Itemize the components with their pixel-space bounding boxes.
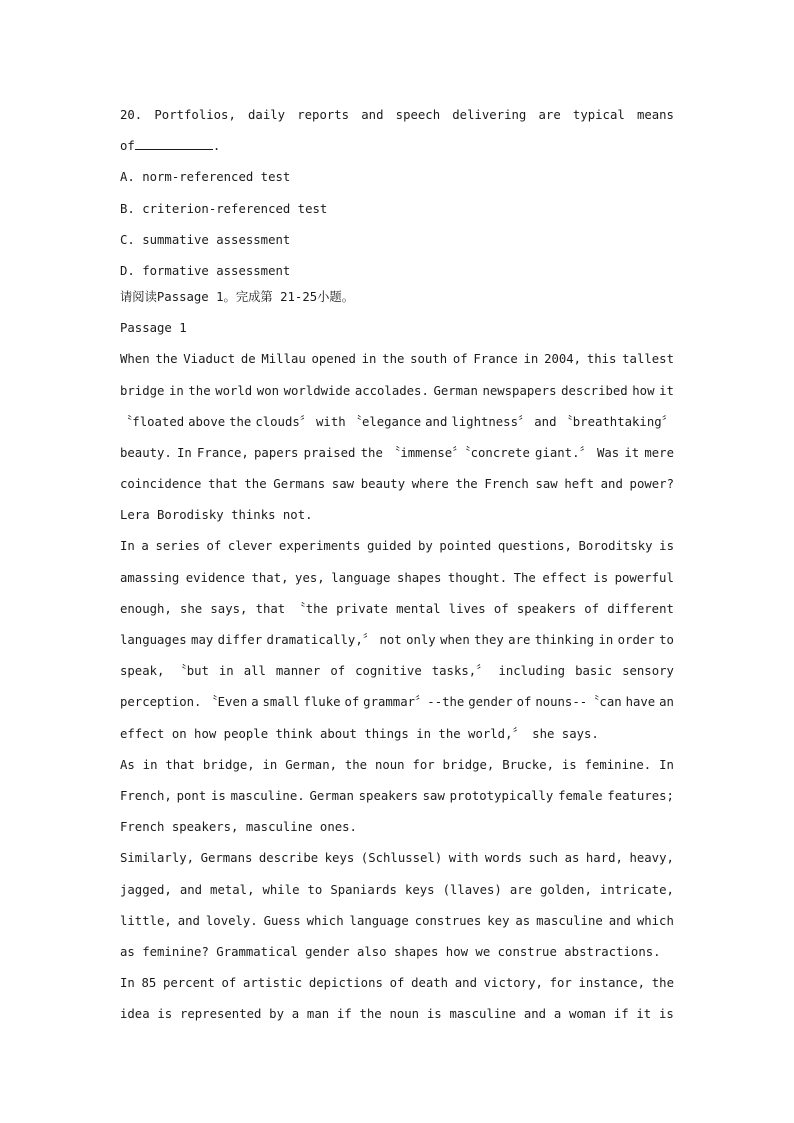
passage-word: where bbox=[411, 477, 449, 492]
passage-word: 〝the bbox=[293, 601, 328, 616]
passage-word: tasks,〞 bbox=[431, 664, 489, 679]
option-d: D. formative assessment bbox=[120, 263, 291, 278]
passage-word: to bbox=[659, 633, 674, 647]
passage-word: that bbox=[208, 477, 238, 492]
passage-line bbox=[120, 348, 674, 379]
passage-word: in bbox=[169, 383, 184, 398]
passage-word: jagged, bbox=[120, 882, 172, 897]
passage-word: as bbox=[120, 944, 135, 959]
passage-word: In bbox=[120, 539, 135, 554]
passage-word: 〝breathtaking〞 bbox=[560, 414, 674, 429]
passage-word: language bbox=[349, 913, 409, 928]
passage-word: beauty. bbox=[120, 445, 172, 460]
passage-word: In bbox=[659, 757, 674, 772]
passage-word: a bbox=[251, 695, 259, 710]
passage-word: languages bbox=[120, 633, 187, 647]
passage-word: powerful bbox=[614, 570, 674, 585]
passage-word: and bbox=[608, 913, 631, 928]
passage-word: an bbox=[659, 695, 674, 710]
passage-word: 2004, bbox=[544, 352, 582, 367]
passage-line bbox=[120, 910, 674, 941]
passage-word: for bbox=[549, 976, 572, 991]
passage-word: Germans bbox=[200, 851, 253, 866]
passage-word: that bbox=[165, 757, 195, 772]
passage-word: percent bbox=[162, 976, 215, 991]
passage-word: thinks bbox=[231, 508, 276, 523]
passage-word: not bbox=[379, 633, 402, 647]
passage-word: papers bbox=[254, 445, 299, 460]
passage-word: of bbox=[452, 352, 468, 367]
passage-word: different bbox=[607, 601, 674, 616]
passage-word: thinking bbox=[534, 633, 595, 647]
passage-word: clouds〞 bbox=[255, 414, 313, 429]
passage-word: is bbox=[157, 1007, 173, 1022]
passage-word: abstractions. bbox=[564, 944, 661, 959]
passage-word: Grammatical bbox=[216, 944, 298, 959]
passage-word: as bbox=[515, 913, 531, 928]
passage-word: masculine. bbox=[230, 788, 305, 803]
passage-word: in bbox=[262, 757, 278, 772]
passage-word: Similarly, bbox=[120, 851, 195, 866]
option-a: A. norm-referenced test bbox=[120, 170, 291, 185]
passage-word: and bbox=[179, 882, 203, 897]
passage-word: keys bbox=[404, 882, 435, 897]
passage-word: opened bbox=[311, 352, 356, 367]
passage-word: death bbox=[411, 976, 449, 991]
passage-word: small bbox=[262, 695, 300, 710]
passage-line bbox=[120, 380, 674, 411]
passage-word: all bbox=[243, 664, 266, 679]
passage-word: feminine. bbox=[584, 757, 652, 772]
stem-end-prefix: of bbox=[120, 139, 135, 154]
passage-line bbox=[120, 598, 674, 629]
passage-word: is bbox=[593, 570, 609, 585]
passage-word: is bbox=[426, 1007, 442, 1022]
passage-word: speakers, bbox=[171, 820, 239, 835]
passage-word: ones. bbox=[319, 820, 357, 835]
passage-line bbox=[120, 535, 674, 566]
passage-word: 85 bbox=[141, 976, 157, 991]
passage-word: accolades. bbox=[354, 383, 429, 398]
passage-word: amassing bbox=[120, 570, 180, 585]
passage-word: she bbox=[180, 601, 203, 616]
passage-word: mere bbox=[644, 445, 674, 460]
passage-word: Borodisky bbox=[157, 508, 224, 523]
stem-word: typical bbox=[572, 108, 625, 122]
passage-word: including bbox=[498, 664, 566, 679]
passage-line bbox=[120, 442, 674, 473]
passage-word: tallest bbox=[622, 352, 674, 367]
passage-line bbox=[120, 473, 674, 504]
passage-line bbox=[120, 660, 674, 691]
passage-word: how bbox=[194, 726, 217, 741]
passage-word: on bbox=[171, 726, 187, 741]
passage-word: of bbox=[389, 976, 405, 991]
passage-word: guided bbox=[366, 539, 412, 554]
passage-word: which bbox=[306, 913, 344, 928]
passage-word: such bbox=[528, 851, 559, 866]
document-page bbox=[120, 104, 674, 1034]
passage-word: the bbox=[155, 352, 178, 367]
passage-line bbox=[120, 972, 674, 1003]
stem-word: speech bbox=[395, 108, 441, 122]
passage-word: says, bbox=[210, 601, 248, 616]
passage-word: when bbox=[440, 633, 470, 647]
passage-word: have bbox=[625, 695, 656, 710]
passage-line bbox=[120, 847, 674, 878]
passage-word: the bbox=[188, 383, 211, 398]
passage-word: gender bbox=[305, 944, 350, 959]
passage-word: the bbox=[359, 1007, 382, 1022]
passage-word: German, bbox=[285, 757, 338, 772]
passage-word: which bbox=[636, 913, 674, 928]
passage-line bbox=[120, 879, 674, 910]
passage-word: may bbox=[191, 633, 214, 647]
passage-word: female bbox=[558, 788, 603, 803]
passage-word: feminine? bbox=[142, 944, 209, 959]
passage-word: victory, bbox=[483, 976, 543, 991]
stem-word: Portfolios, bbox=[154, 108, 236, 122]
passage-word: this bbox=[586, 352, 617, 367]
passage-word: speakers bbox=[516, 601, 577, 616]
passage-word: in bbox=[361, 352, 377, 367]
option-c: C. summative assessment bbox=[120, 232, 291, 247]
passage-word: Guess bbox=[263, 913, 301, 928]
passage-word: the bbox=[382, 352, 405, 367]
passage-word: of bbox=[344, 695, 360, 710]
passage-word: German bbox=[309, 788, 354, 803]
passage-word: the bbox=[651, 976, 674, 991]
passage-word: and bbox=[454, 976, 477, 991]
passage-word: also bbox=[356, 944, 387, 959]
option-b: B. criterion-referenced test bbox=[120, 201, 328, 216]
passage-word: hard, bbox=[585, 851, 623, 866]
passage-word: As bbox=[120, 757, 135, 772]
passage-word: newspapers bbox=[482, 383, 557, 398]
passage-word: 〝floated bbox=[120, 414, 185, 429]
passage-line bbox=[120, 567, 674, 598]
passage-word: power? bbox=[629, 477, 674, 492]
passage-body bbox=[120, 348, 674, 1034]
passage-word: nouns--〝can bbox=[535, 695, 622, 710]
passage-word: pointed bbox=[439, 539, 492, 554]
passage-word: masculine bbox=[536, 913, 603, 928]
passage-word: speakers bbox=[358, 788, 418, 803]
passage-word: French bbox=[484, 477, 529, 492]
passage-word: France bbox=[473, 352, 518, 367]
passage-word: a bbox=[553, 1007, 562, 1022]
passage-word: (llaves) bbox=[442, 882, 502, 897]
passage-line bbox=[120, 504, 674, 535]
passage-word: idea bbox=[120, 1007, 150, 1022]
passage-word: of bbox=[221, 976, 237, 991]
passage-word: French bbox=[120, 820, 165, 835]
passage-word: order bbox=[617, 633, 655, 647]
passage-word: When bbox=[120, 352, 150, 367]
passage-word: depictions bbox=[308, 976, 383, 991]
passage-word: describe bbox=[258, 851, 319, 866]
passage-word: and bbox=[523, 1007, 547, 1022]
passage-word: pont bbox=[176, 788, 207, 803]
passage-word: while bbox=[262, 882, 300, 897]
passage-word: metal, bbox=[210, 882, 255, 897]
passage-word: heavy, bbox=[629, 851, 674, 866]
passage-line bbox=[120, 754, 674, 785]
passage-word: Viaduct bbox=[183, 352, 236, 367]
passage-word: noun bbox=[389, 1007, 420, 1022]
passage-line bbox=[120, 629, 674, 660]
passage-word: think bbox=[275, 726, 313, 741]
passage-word: language bbox=[331, 570, 391, 585]
passage-word: with bbox=[316, 414, 346, 429]
passage-word: features; bbox=[607, 788, 674, 803]
passage-word: of bbox=[330, 664, 346, 679]
passage-word: sensory bbox=[622, 664, 674, 679]
passage-word: noun bbox=[374, 757, 405, 772]
passage-word: private bbox=[336, 601, 388, 616]
passage-word: above bbox=[188, 414, 226, 429]
passage-word: of bbox=[584, 601, 600, 616]
passage-word: construes bbox=[414, 913, 482, 928]
passage-word: little, bbox=[120, 913, 172, 928]
passage-word: with bbox=[448, 851, 479, 866]
passage-word: Lera bbox=[120, 508, 150, 523]
passage-word: coincidence bbox=[120, 477, 202, 492]
passage-line bbox=[120, 411, 674, 442]
passage-word: we bbox=[475, 944, 491, 959]
passage-word: if bbox=[336, 1007, 352, 1022]
passage-word: how bbox=[445, 944, 469, 959]
passage-word: how bbox=[632, 383, 655, 398]
passage-word: woman bbox=[569, 1007, 607, 1022]
passage-word: (Schlussel) bbox=[360, 851, 443, 866]
passage-word: are bbox=[508, 633, 531, 647]
passage-line bbox=[120, 941, 674, 972]
stem-word: and bbox=[361, 108, 384, 122]
passage-line bbox=[120, 785, 674, 816]
question-20-stem-end bbox=[120, 135, 674, 166]
passage-word: bridge, bbox=[442, 757, 495, 772]
passage-word: Was bbox=[596, 445, 620, 460]
passage-word: a bbox=[291, 1007, 300, 1022]
passage-word: mental bbox=[396, 601, 441, 616]
passage-word: that, bbox=[251, 570, 289, 585]
passage-word: grammar〞--the bbox=[363, 695, 465, 710]
passage-word: heft bbox=[564, 477, 594, 492]
passage-word: cognitive bbox=[355, 664, 422, 679]
passage-word: artistic bbox=[242, 976, 303, 991]
passage-word: fluke bbox=[303, 695, 341, 710]
passage-word: questions, bbox=[497, 539, 572, 554]
passage-word: prototypically bbox=[449, 788, 554, 803]
passage-word: saw bbox=[331, 477, 355, 492]
passage-word: perception. bbox=[120, 695, 202, 710]
passage-word: of bbox=[206, 539, 222, 554]
passage-word: giant.〞 bbox=[535, 445, 592, 460]
passage-word: Boroditsky bbox=[578, 539, 653, 554]
passage-word: is bbox=[659, 539, 674, 554]
passage-word: only bbox=[406, 633, 436, 647]
passage-word: intricate, bbox=[599, 882, 674, 897]
passage-word: of bbox=[516, 695, 532, 710]
passage-word: German bbox=[433, 383, 478, 398]
passage-word: bridge bbox=[120, 383, 165, 398]
passage-word: in bbox=[416, 726, 432, 741]
passage-word: if bbox=[613, 1007, 629, 1022]
passage-line bbox=[120, 1003, 674, 1034]
passage-word: and bbox=[600, 477, 623, 492]
stem-word: means bbox=[636, 108, 674, 122]
passage-word: speak, bbox=[120, 664, 165, 679]
passage-word: the bbox=[455, 477, 478, 492]
passage-word: in bbox=[218, 664, 234, 679]
passage-word: words bbox=[484, 851, 522, 866]
passage-word: man bbox=[306, 1007, 330, 1022]
passage-word: in bbox=[598, 633, 614, 647]
passage-word: for bbox=[412, 757, 435, 772]
passage-word: The bbox=[513, 570, 536, 585]
passage-word: they bbox=[474, 633, 504, 647]
question-20-stem bbox=[120, 104, 674, 135]
passage-word: effect bbox=[120, 726, 165, 741]
passage-word: In bbox=[120, 976, 135, 991]
passage-word: 〝but bbox=[174, 664, 209, 679]
passage-word: she bbox=[532, 726, 555, 741]
passage-word: south bbox=[410, 352, 448, 367]
passage-word: is bbox=[658, 1007, 674, 1022]
passage-title: Passage 1 bbox=[120, 321, 187, 336]
passage-word: de bbox=[240, 352, 256, 367]
passage-word: masculine bbox=[449, 1007, 517, 1022]
passage-word: experiments bbox=[278, 539, 361, 554]
passage-word: Millau bbox=[261, 352, 306, 367]
passage-word: lovely. bbox=[205, 913, 258, 928]
passage-word: lives bbox=[448, 601, 486, 616]
passage-word: world,〞 bbox=[468, 726, 525, 741]
passage-word: is bbox=[211, 788, 226, 803]
passage-word: series bbox=[155, 539, 200, 554]
passage-word: a bbox=[141, 539, 149, 554]
passage-word: praised bbox=[303, 445, 356, 460]
stem-word: daily bbox=[248, 108, 286, 122]
passage-word: and bbox=[177, 913, 200, 928]
passage-word: it bbox=[624, 445, 640, 460]
passage-word: shapes bbox=[393, 944, 439, 959]
passage-word: beauty bbox=[360, 477, 406, 492]
passage-word: construe bbox=[497, 944, 557, 959]
passage-word: gender bbox=[468, 695, 513, 710]
passage-word: and bbox=[425, 414, 448, 429]
passage-line bbox=[120, 691, 674, 722]
passage-word: lightness〞 bbox=[451, 414, 531, 429]
passage-word: evidence bbox=[185, 570, 245, 585]
passage-word: masculine bbox=[245, 820, 313, 835]
passage-word: is bbox=[561, 757, 577, 772]
passage-word: about bbox=[319, 726, 357, 741]
passage-word: to bbox=[307, 882, 323, 897]
passage-word: differ bbox=[217, 633, 263, 647]
stem-word: 20. bbox=[120, 108, 143, 122]
passage-word: the bbox=[360, 445, 383, 460]
answer-blank bbox=[135, 136, 213, 150]
passage-word: it bbox=[636, 1007, 652, 1022]
passage-word: shapes bbox=[396, 570, 442, 585]
passage-word: 〝immense〞〝concrete bbox=[388, 445, 530, 460]
passage-word: bridge, bbox=[202, 757, 255, 772]
passage-word: that bbox=[255, 601, 286, 616]
passage-word: clever bbox=[227, 539, 273, 554]
passage-word: saw bbox=[535, 477, 558, 492]
passage-word: the bbox=[244, 477, 267, 492]
passage-word: dramatically,〞 bbox=[266, 633, 376, 647]
passage-word: and bbox=[534, 414, 557, 429]
passage-line bbox=[120, 723, 674, 754]
passage-word: golden, bbox=[540, 882, 592, 897]
passage-word: manner bbox=[275, 664, 321, 679]
passage-word: the bbox=[229, 414, 252, 429]
passage-word: the bbox=[438, 726, 461, 741]
passage-word: In bbox=[177, 445, 192, 460]
passage-word: represented bbox=[179, 1007, 262, 1022]
passage-word: by bbox=[269, 1007, 284, 1022]
passage-word: described bbox=[561, 383, 628, 398]
passage-word: the bbox=[344, 757, 368, 772]
passage-word: worldwide bbox=[283, 383, 351, 398]
passage-word: Brucke, bbox=[502, 757, 555, 772]
passage-word: France, bbox=[197, 445, 249, 460]
passage-word: saw bbox=[422, 788, 445, 803]
passage-word: it bbox=[659, 383, 674, 398]
passage-word: thought. bbox=[447, 570, 508, 585]
passage-word: instance, bbox=[578, 976, 646, 991]
passage-word: world bbox=[215, 383, 253, 398]
reading-instruction: 请阅读Passage 1。完成第 21-25小题。 bbox=[120, 289, 355, 304]
passage-word: yes, bbox=[295, 570, 325, 585]
stem-word: are bbox=[538, 108, 561, 122]
passage-word: key bbox=[487, 913, 510, 928]
passage-word: enough, bbox=[120, 601, 172, 616]
passage-word: 〝Even bbox=[205, 695, 248, 710]
passage-word: keys bbox=[324, 851, 355, 866]
passage-word: as bbox=[564, 851, 580, 866]
stem-end-suffix: . bbox=[212, 139, 221, 154]
stem-word: delivering bbox=[452, 108, 527, 122]
passage-word: basic bbox=[575, 664, 613, 679]
passage-line bbox=[120, 816, 674, 847]
passage-word: by bbox=[418, 539, 433, 554]
passage-word: effect bbox=[542, 570, 587, 585]
passage-word: Spaniards bbox=[330, 882, 397, 897]
passage-word: people bbox=[223, 726, 269, 741]
passage-word: in bbox=[523, 352, 539, 367]
passage-word: of bbox=[493, 601, 509, 616]
passage-word: French, bbox=[120, 788, 172, 803]
passage-word: won bbox=[256, 383, 280, 398]
passage-word: in bbox=[142, 757, 158, 772]
passage-word: 〝elegance bbox=[349, 414, 422, 429]
passage-word: says. bbox=[561, 726, 599, 741]
passage-word: things bbox=[364, 726, 409, 741]
passage-word: not. bbox=[282, 508, 313, 523]
passage-word: Germans bbox=[273, 477, 326, 492]
passage-word: are bbox=[509, 882, 533, 897]
stem-word: reports bbox=[297, 108, 350, 122]
